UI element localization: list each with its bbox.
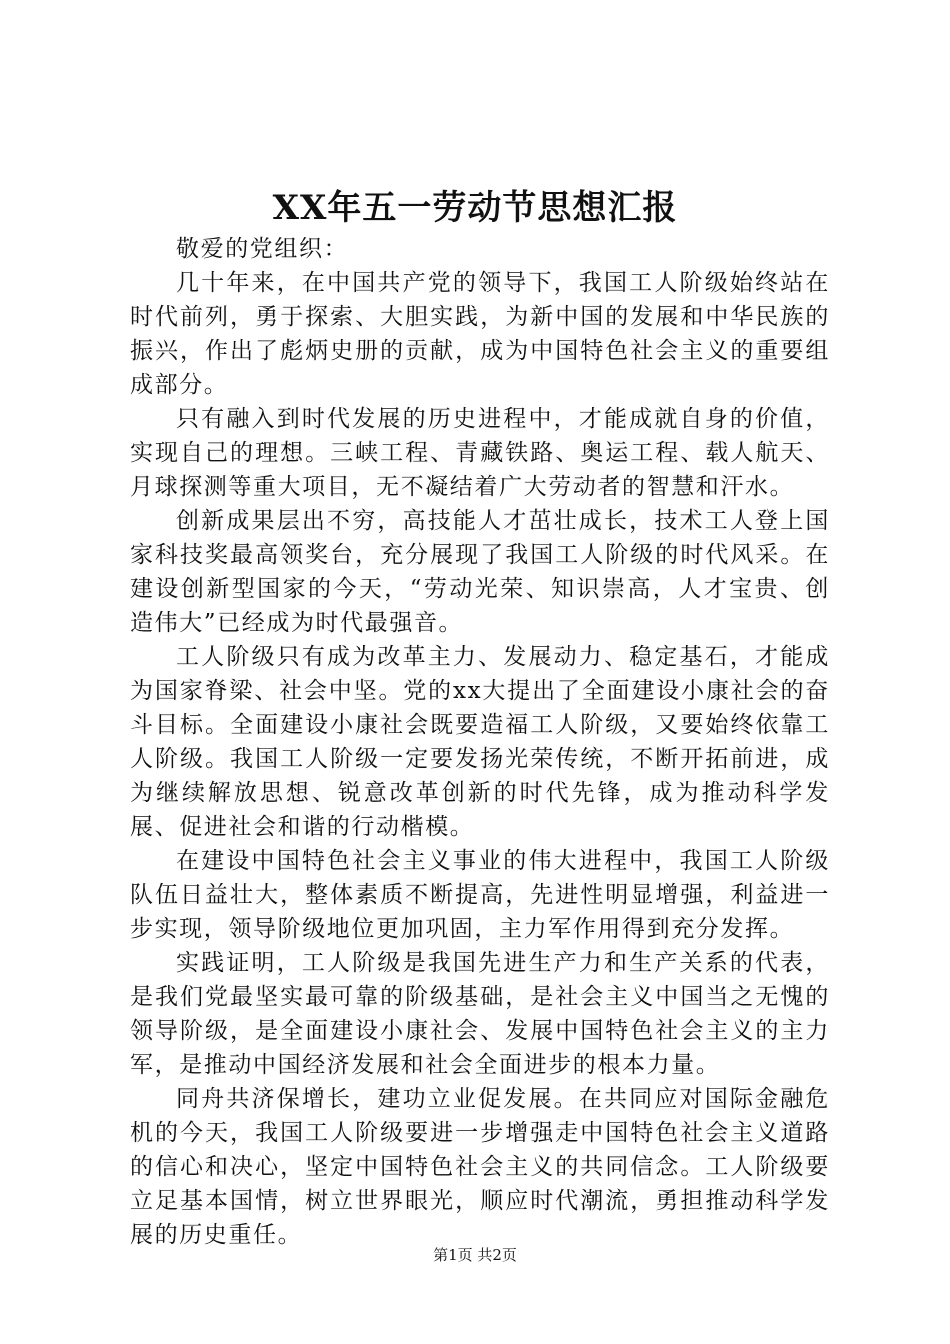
document-body (130, 232, 830, 1252)
paragraph-4: 工人阶级只有成为改革主力、发展动力、稳定基石，才能成为国家脊梁、社会中坚。党的xx大提出了全面建设小康社会的奋斗目标。全面建设小康社会既要造福工人阶级，又要始终依靠工人阶级。我国工人阶级一定要发扬光荣传统，不断开拓前进，成为继续解放思想、锐意改革创新的时代先锋，成为推动科学发展、促进社会和谐的行动楷模。 (130, 644, 830, 840)
paragraph-3: 创新成果层出不穷，高技能人才茁壮成长，技术工人登上国家科技奖最高领奖台，充分展现了我国工人阶级的时代风采。在建设创新型国家的今天，“劳动光荣、知识崇高，人才宝贵、创造伟大”已经成为时代最强音。 (130, 508, 830, 636)
document-title: XX年五一劳动节思想汇报 (272, 188, 678, 228)
paragraph-1: 几十年来，在中国共产党的领导下，我国工人阶级始终站在时代前列，勇于探索、大胆实践，为新中国的发展和中华民族的振兴，作出了彪炳史册的贡献，成为中国特色社会主义的重要组成部分。 (130, 270, 830, 398)
salutation: 敬爱的党组织： (176, 236, 349, 262)
paragraph-2: 只有融入到时代发展的历史进程中，才能成就自身的价值，实现自己的理想。三峡工程、青藏铁路、奥运工程、载人航天、月球探测等重大项目，无不凝结着广大劳动者的智慧和汗水。 (130, 406, 830, 500)
page-number-footer: 第1页 共2页 (433, 1246, 517, 1264)
paragraph-6: 实践证明，工人阶级是我国先进生产力和生产关系的代表，是我们党最坚实最可靠的阶级基础，是社会主义中国当之无愧的领导阶级，是全面建设小康社会、发展中国特色社会主义的主力军，是推动中国经济发展和社会全面进步的根本力量。 (130, 950, 830, 1078)
paragraph-5: 在建设中国特色社会主义事业的伟大进程中，我国工人阶级队伍日益壮大，整体素质不断提高，先进性明显增强，利益进一步实现，领导阶级地位更加巩固，主力军作用得到充分发挥。 (130, 848, 830, 942)
paragraph-7: 同舟共济保增长，建功立业促发展。在共同应对国际金融危机的今天，我国工人阶级要进一步增强走中国特色社会主义道路的信心和决心，坚定中国特色社会主义的共同信念。工人阶级要立足基本国情，树立世界眼光，顺应时代潮流，勇担推动科学发展的历史重任。 (130, 1086, 830, 1248)
